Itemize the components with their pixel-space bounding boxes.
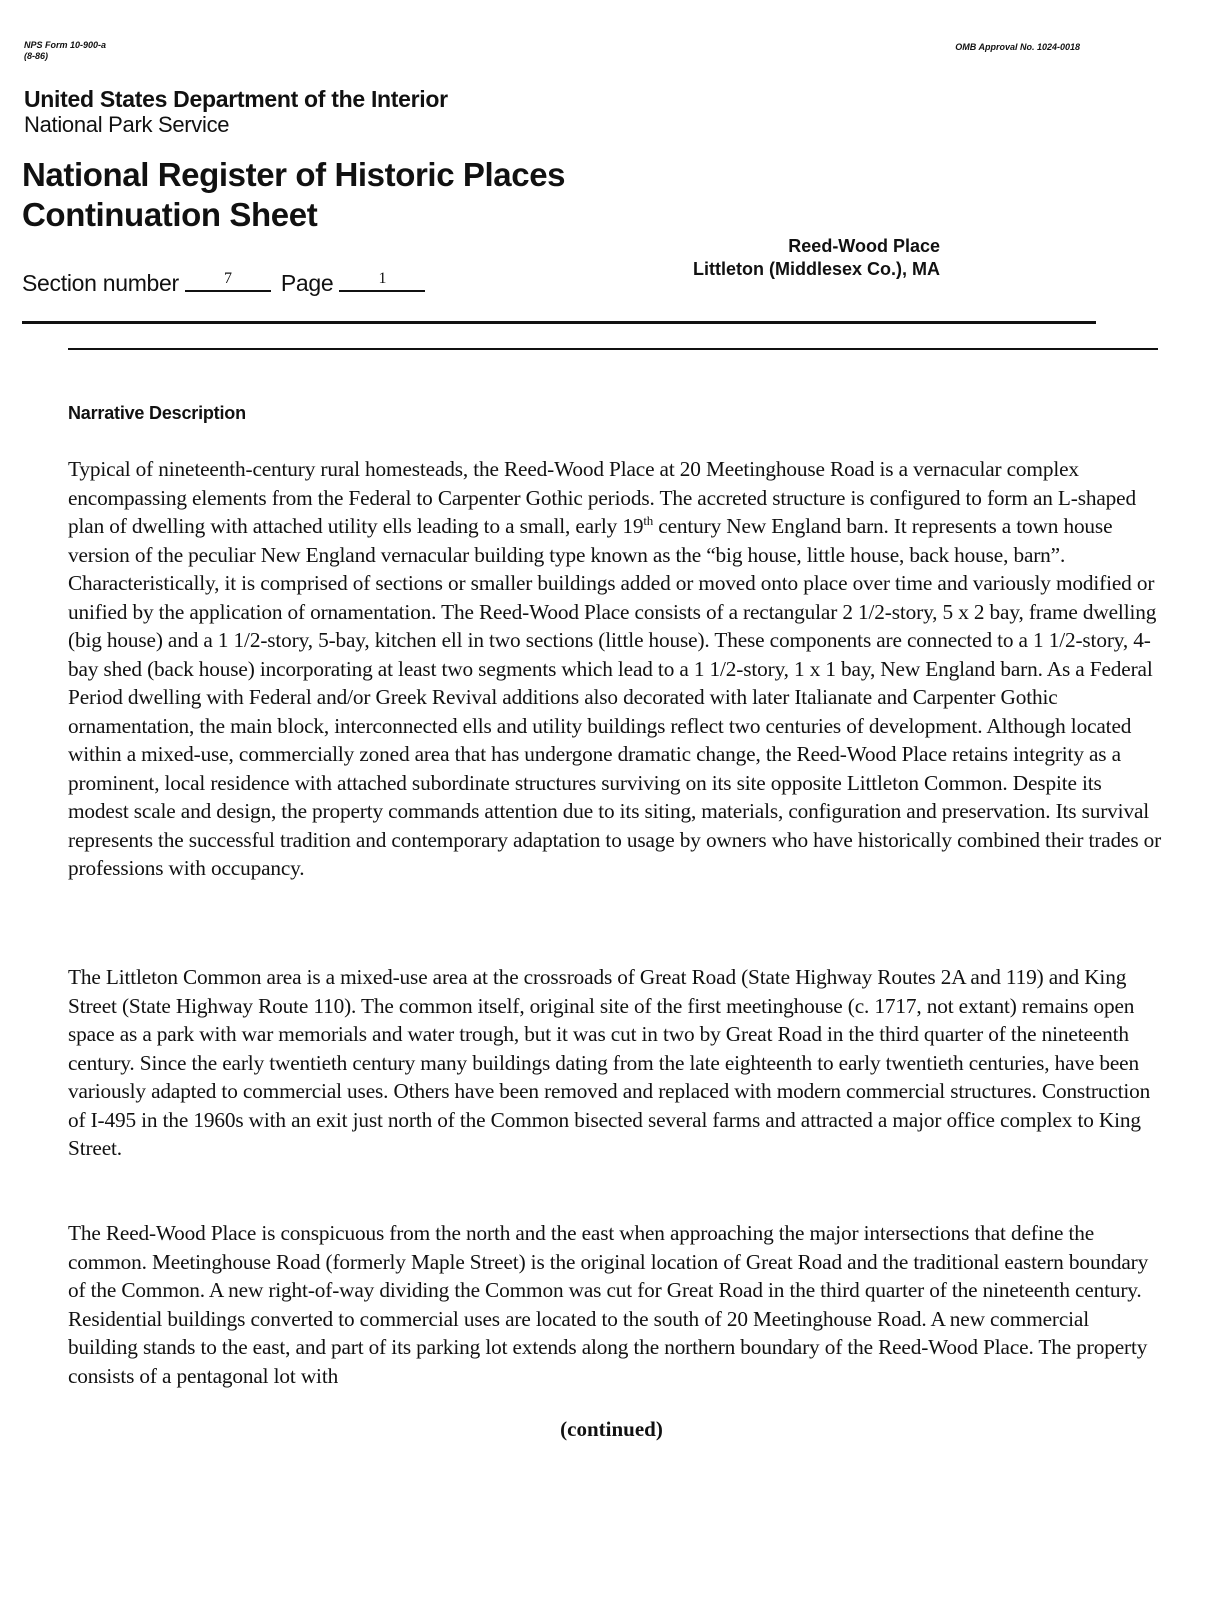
narrative-heading: Narrative Description (68, 403, 246, 423)
page-number-field: 1 (339, 270, 425, 292)
paragraph-2: The Littleton Common area is a mixed-use area at the crossroads of Great Road (State Highway Routes 2A and 119) and King Street (State Highway Route 110). The common itself, original site of the first meetinghouse (c. 1717, not extant) remains open space as a park with war memorials and water trough, but it was cut in two by Great Road in the third quarter of the nineteenth century. Since the early twentieth century many buildings dating from the late eighteenth to early twentieth centuries, have been variously adapted to commercial uses. Others have been removed and replaced with modern commercial structures. Construction of I-495 in the 1960s with an exit just north of the Common bisected several farms and attracted a major office complex to King Street. (68, 965, 1151, 1160)
form-id (24, 40, 106, 62)
page-label: Page (280, 270, 334, 296)
form-number: NPS Form 10-900-a (24, 40, 107, 50)
omb-approval: OMB Approval No. 1024-0018 (955, 42, 1080, 52)
paragraph-1-part-a: Typical of nineteenth-century rural homesteads, the Reed-Wood Place at 20 Meetinghouse Road is a vernacular complex encompassing elements from the Federal to Carpenter Gothic periods. The accreted structure is configured to form an L-shaped plan of dwelling with attached utility ells leading to a small, early 19 (68, 457, 1136, 538)
section-number-field: 7 (185, 270, 271, 292)
form-date: (8-86) (24, 51, 49, 61)
header-divider-bottom (68, 348, 1158, 350)
agency-name: National Park Service (24, 112, 230, 137)
property-name: Reed-Wood Place (788, 236, 940, 256)
register-title: National Register of Historic Places (22, 156, 566, 193)
department-name: United States Department of the Interior (24, 86, 448, 112)
continuation-title: Continuation Sheet (22, 196, 318, 233)
ordinal-superscript: th (643, 512, 654, 528)
header-divider-top (22, 321, 1096, 324)
paragraph-1 (68, 455, 1163, 883)
paragraph-3: The Reed-Wood Place is conspicuous from the north and the east when approaching the major intersections that define the common. Meetinghouse Road (formerly Maple Street) is the original location of Great Road and the traditional eastern boundary of the Common. A new right-of-way dividing the Common was cut for Great Road in the third quarter of the nineteenth century. Residential buildings converted to commercial uses are located to the south of 20 Meetinghouse Road. A new commercial building stands to the east, and part of its parking lot extends along the northern boundary of the Reed-Wood Place. The property consists of a pentagonal lot with (68, 1221, 1149, 1388)
section-page-row (22, 268, 435, 298)
property-location: Littleton (Middlesex Co.), MA (693, 259, 940, 279)
continued-note: (continued) (560, 1417, 663, 1441)
section-number-label: Section number (22, 270, 179, 296)
paragraph-1-part-b: century New England barn. It represents a town house version of the peculiar New England vernacular building type known as the “big house, little house, back house, barn”. Characteristically, it is comprised of sections or smaller buildings added or moved onto place over time and variously modified or unified by the application of ornamentation. The Reed-Wood Place consists of a rectangular 2 1/2-story, 5 x 2 bay, frame dwelling (big house) and a 1 1/2-story, 5-bay, kitchen ell in two sections (little house). These components are connected to a 1 1/2-story, 4-bay shed (back house) incorporating at least two segments which lead to a 1 1/2-story, 1 x 1 bay, New England barn. As a Federal Period dwelling with Federal and/or Greek Revival additions also decorated with later Italianate and Carpenter Gothic ornamentation, the main block, interconnected ells and utility buildings reflect two centuries of development. Although located within a mixed-use, commercially zoned area that has undergone dramatic change, the Reed-Wood Place retains integrity as a prominent, local residence with attached subordinate structures surviving on its site opposite Littleton Common. Despite its modest scale and design, the property commands attention due to its siting, materials, configuration and preservation. Its survival represents the successful tradition and contemporary adaptation to usage by owners who have historically combined their trades or professions with occupancy. (68, 514, 1162, 880)
